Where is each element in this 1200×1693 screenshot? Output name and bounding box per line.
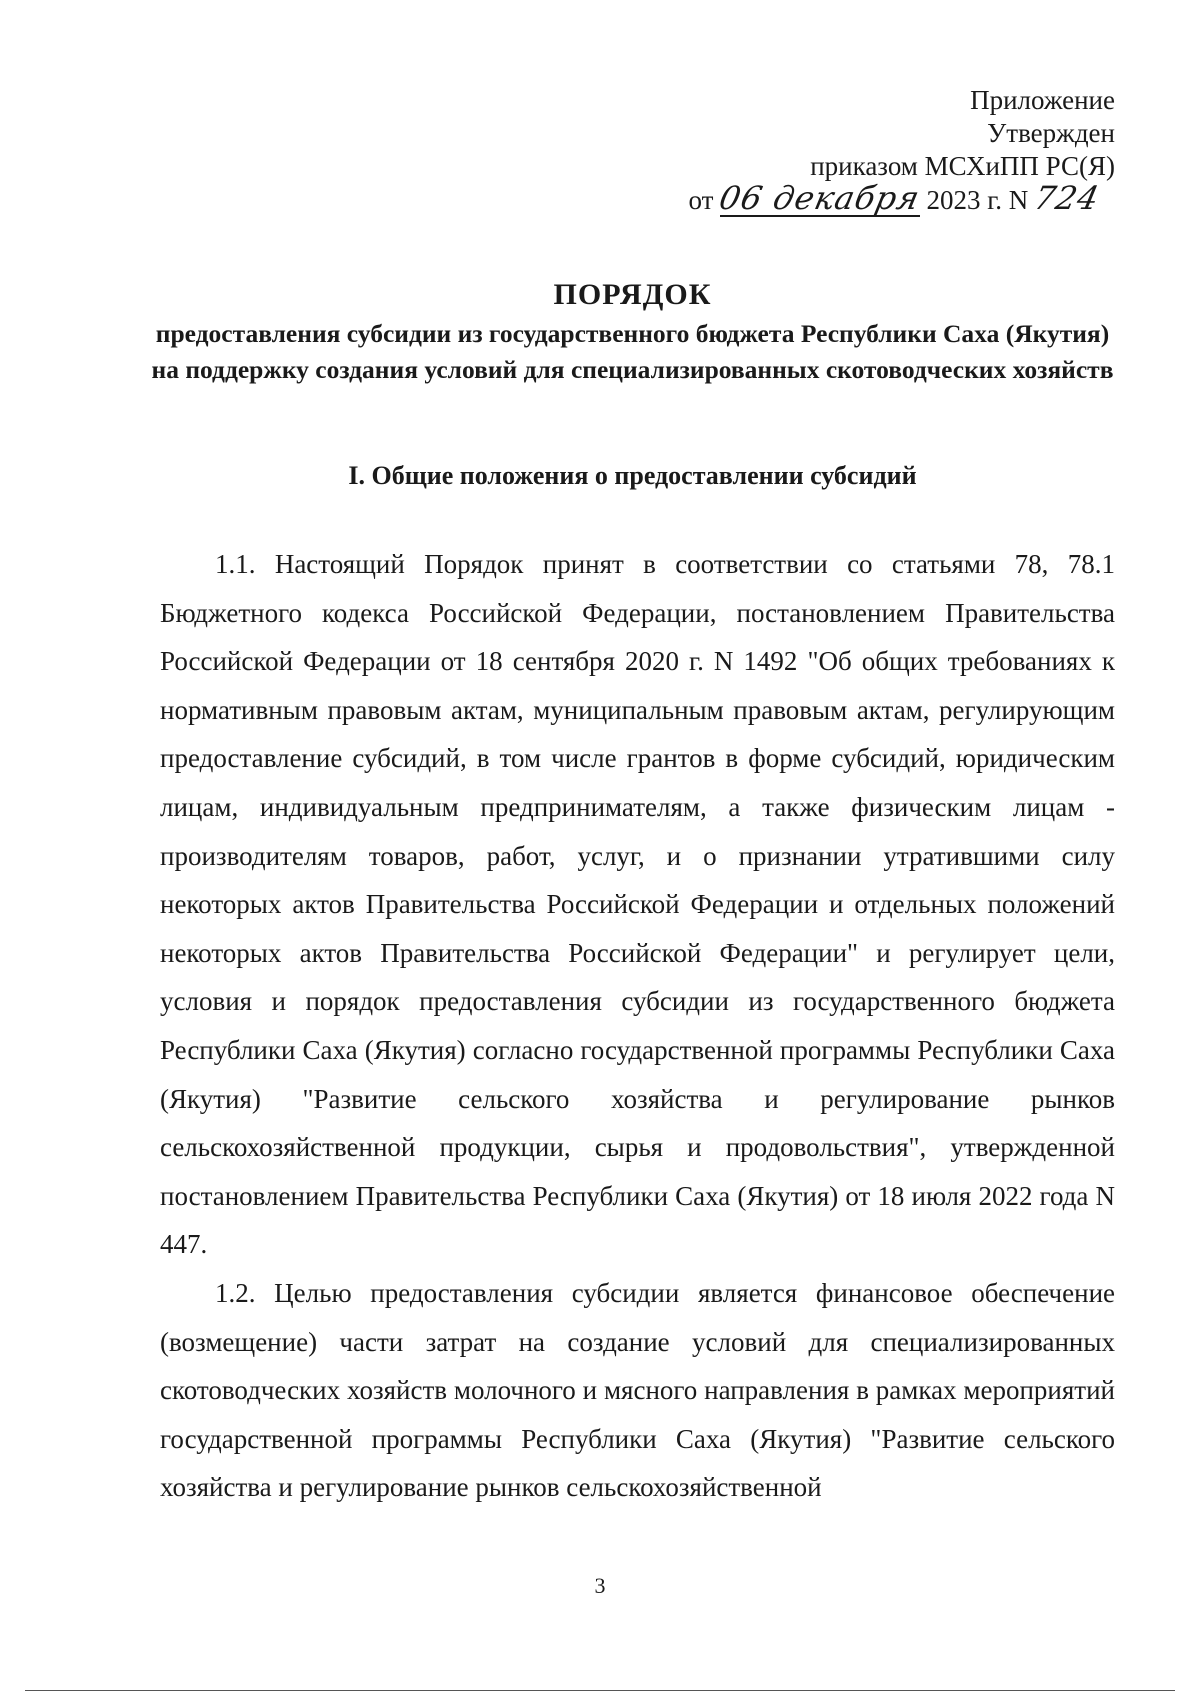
page-number: 3 bbox=[594, 1573, 606, 1598]
document-subtitle: предоставления субсидии из государственного бюджета Республики Саха (Якутия) на поддержку создания условий для специализированных скотоводческих хозяйств bbox=[151, 319, 1114, 384]
from-prefix: от bbox=[688, 185, 714, 215]
section-heading: I. Общие положения о предоставлении субсидий bbox=[348, 461, 917, 490]
handwritten-order-number: 724 bbox=[1030, 179, 1104, 217]
handwritten-date-field bbox=[716, 179, 924, 217]
order-date-line bbox=[688, 179, 1115, 217]
order-year: 2023 г. N bbox=[926, 185, 1029, 215]
paragraph-1-2: 1.2. Целью предоставления субсидии является финансовое обеспечение (возмещение) части затрат на создание условий для специализированных скотоводческих хозяйств молочного и мясного направления в рамках мероприятий государственной программы Республики Саха (Якутия) "Развитие сельского хозяйства и регулирование рынков сельскохозяйственной bbox=[160, 1277, 1115, 1503]
document-title: ПОРЯДОК bbox=[553, 278, 712, 311]
approved-label: Утвержден bbox=[987, 118, 1115, 148]
approval-block bbox=[689, 84, 1115, 217]
handwritten-date: 06 декабря bbox=[716, 179, 924, 217]
order-reference: приказом МСХиПП РС(Я) bbox=[810, 151, 1115, 181]
document-title-block bbox=[150, 276, 1115, 388]
paragraph-1-1: 1.1. Настоящий Порядок принят в соответствии со статьями 78, 78.1 Бюджетного кодекса Российской Федерации, постановлением Правительства Российской Федерации от 18 сентября 2020 г. N 1492 "Об общих требованиях к нормативным правовым актам, муниципальным правовым актам, регулирующим предоставление субсидий, в том числе грантов в форме субсидий, юридическим лицам, индивидуальным предпринимателям, а также физическим лицам - производителям товаров, работ, услуг, и о признании утратившими силу некоторых актов Правительства Российской Федерации и отдельных положений некоторых актов Правительства Российской Федерации" и регулирует цели, условия и порядок предоставления субсидии из государственного бюджета Республики Саха (Якутия) согласно государственной программы Республики Саха (Якутия) "Развитие сельского хозяйства и регулирование рынков сельскохозяйственной продукции, сырья и продовольствия", утвержденной постановлением Правительства Республики Саха (Якутия) от 18 июля 2022 года N 447. bbox=[160, 549, 1115, 1260]
section-body bbox=[160, 540, 1115, 1512]
scan-edge-divider bbox=[25, 1690, 1175, 1691]
appendix-label: Приложение bbox=[970, 85, 1115, 115]
handwritten-number-field bbox=[1030, 179, 1115, 217]
